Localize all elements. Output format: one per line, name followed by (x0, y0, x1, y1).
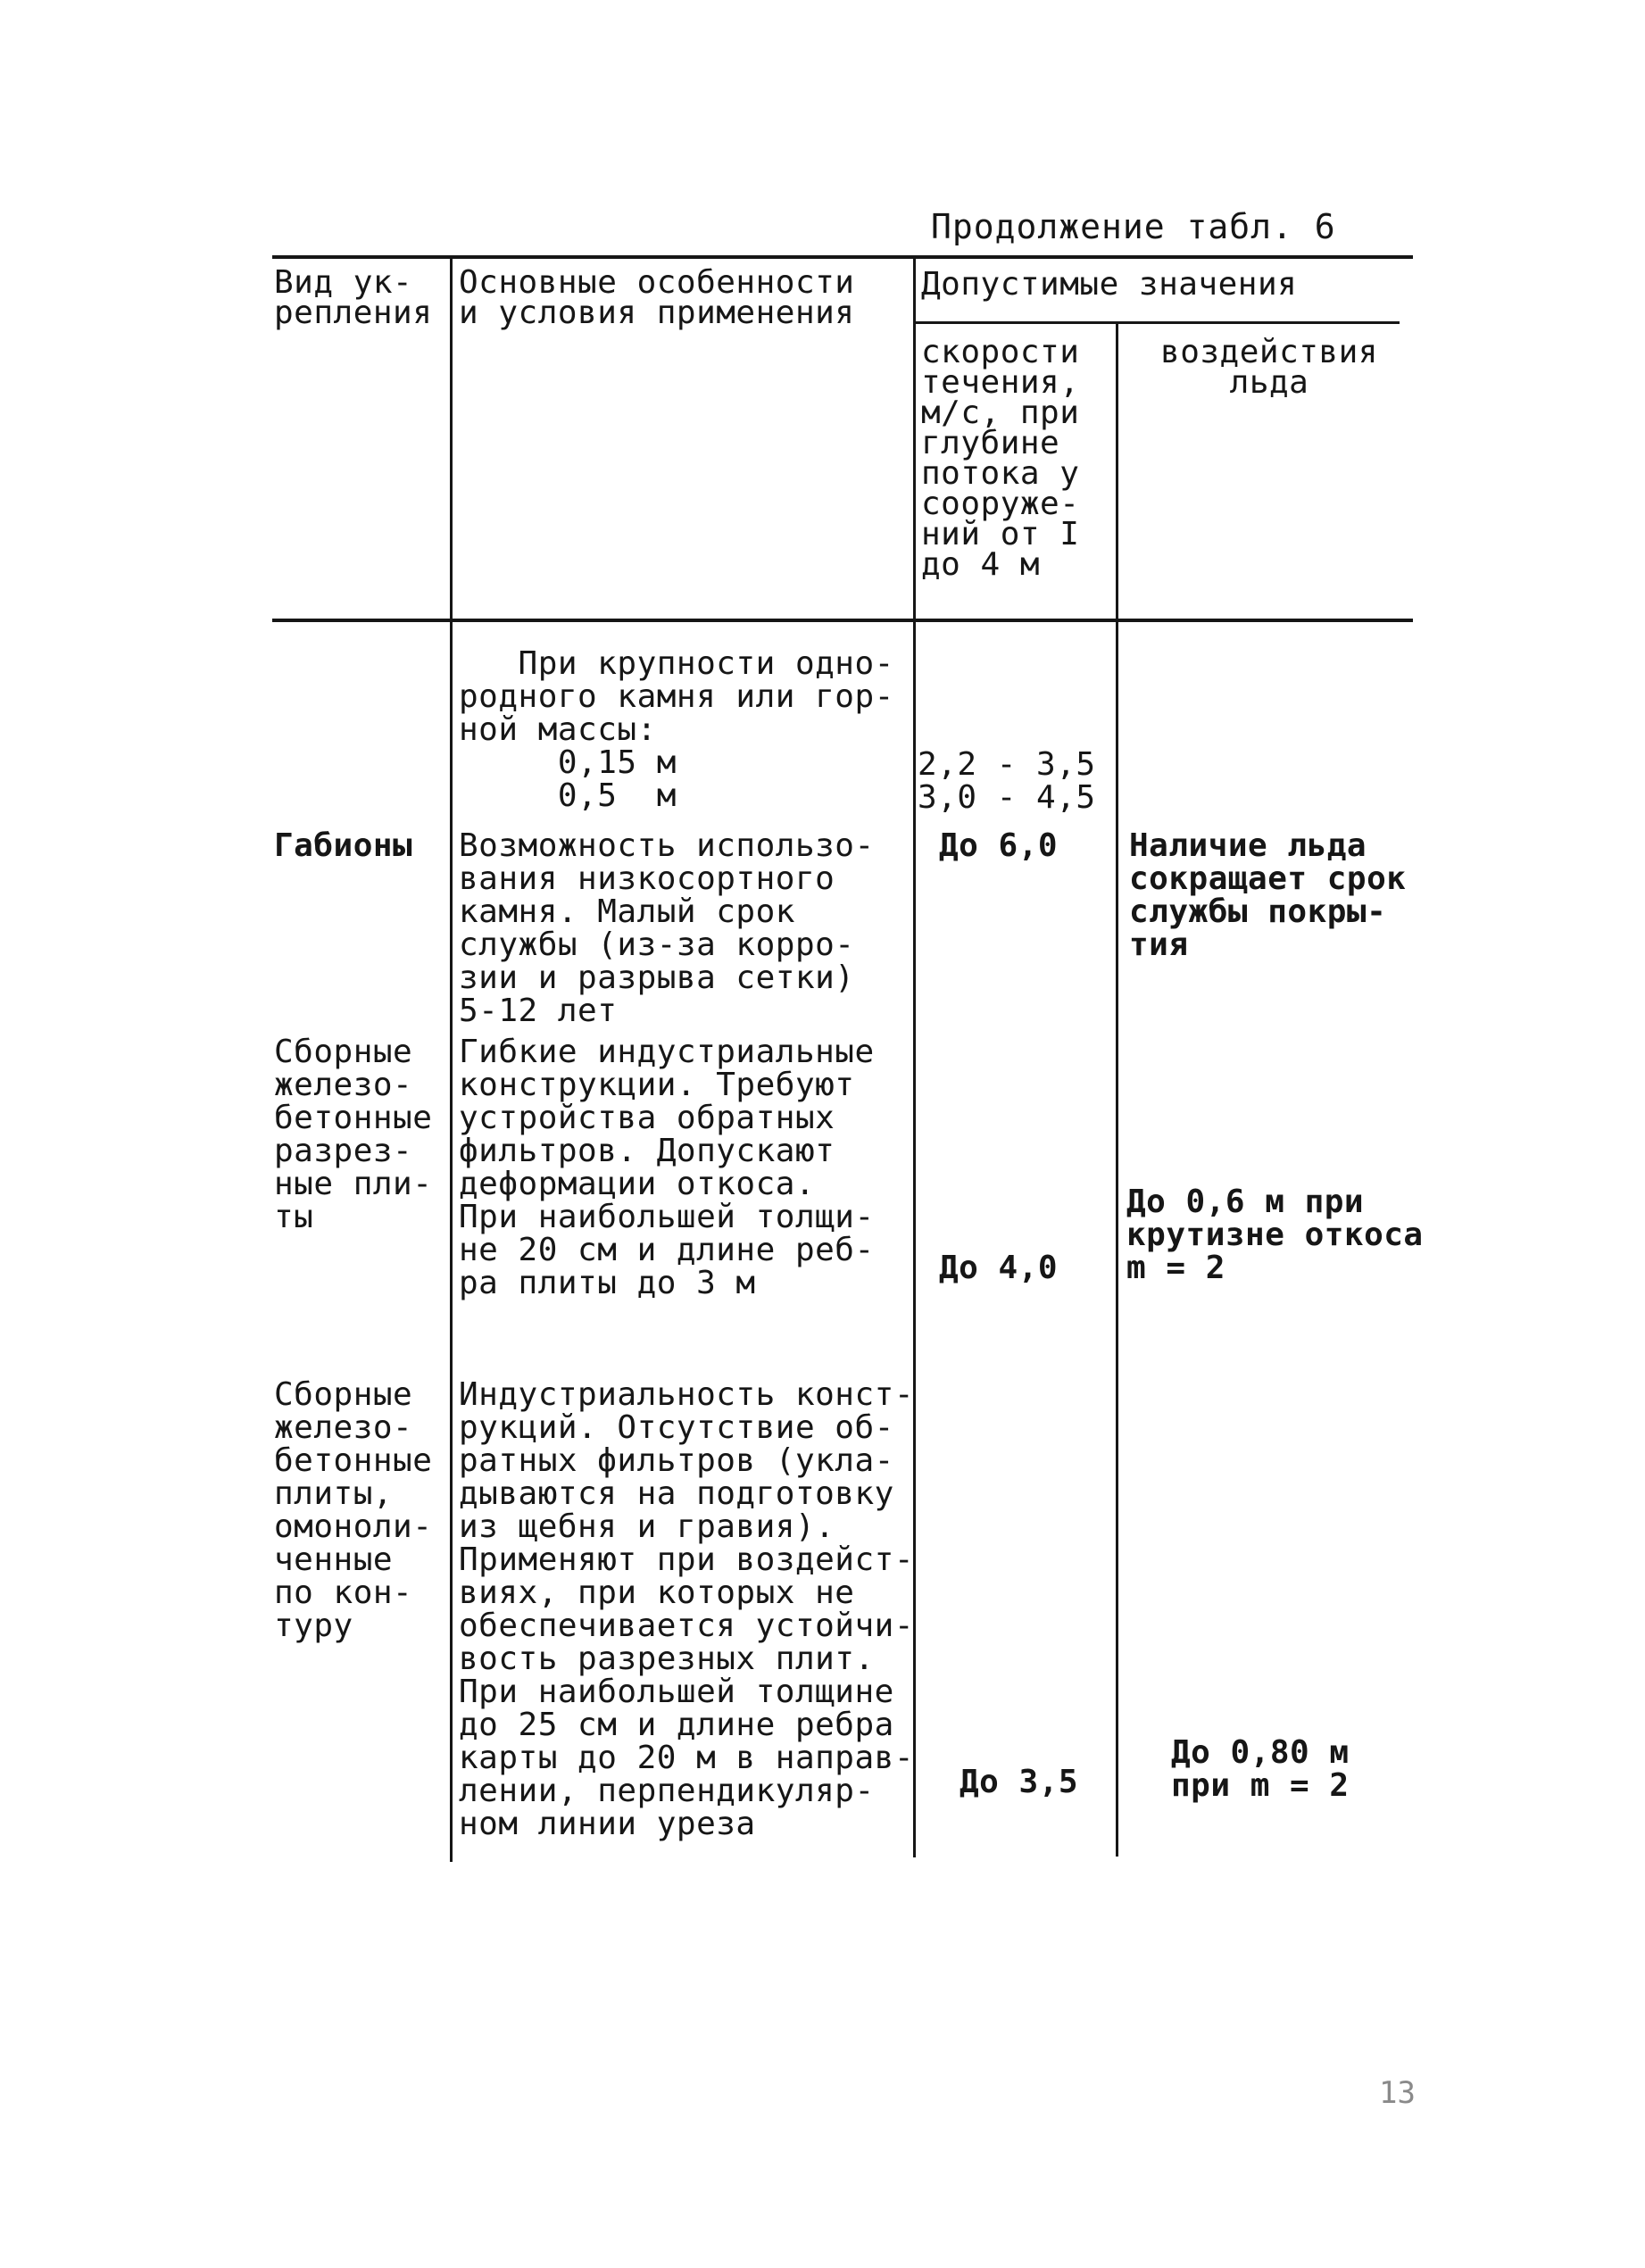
header-subdivider-rule (913, 321, 1400, 324)
column-divider-1 (450, 255, 453, 1862)
row-2-ice: Наличие льда сокращает срок службы покры- тия (1129, 827, 1407, 963)
row-2-velocity: До 6,0 (939, 827, 1059, 864)
row-3-features: Гибкие индустриальные конструкции. Требуют устройства обратных фильтров. Допускают деформации откоса. При наибольшей толщи- не 20 см и длине реб- ра плиты до 3 м (459, 1034, 875, 1301)
table-top-rule (272, 255, 1413, 259)
column-divider-3 (1116, 323, 1118, 1857)
row-4-type: Сборные железо- бетонные плиты, омоноли- ченные по кон- туру (274, 1376, 433, 1644)
row-4-velocity: До 3,5 (960, 1764, 1079, 1800)
row-4-ice: До 0,80 м при m = 2 (1171, 1734, 1350, 1804)
header-allowed-values: Допустимые значения (921, 266, 1298, 303)
row-4-features: Индустриальность конст- рукций. Отсутствие об- ратных фильтров (укла- дываются на подготовку из щебня и гравия). Применяют при воздейст- виях, при которых не обеспечивается устойчи- вость разрезных плит. При наибольшей толщине до 25 см и длине ребра карты до 20 м в направ- лении, перпендикуляр- ном линии уреза (459, 1376, 914, 1842)
header-bottom-rule (272, 619, 1413, 622)
row-3-ice: До 0,6 м при крутизне откоса m = 2 (1126, 1184, 1424, 1286)
row-1-velocity: 2,2 - 3,5 3,0 - 4,5 (918, 746, 1096, 816)
header-velocity: скорости течения, м/с, при глубине потока у сооруже- ний от I до 4 м (921, 334, 1080, 583)
row-1-features: При крупности одно- родного камня или гор- ной массы: 0,15 м 0,5 м (459, 645, 894, 814)
row-2-type: Габионы (274, 827, 413, 864)
table-caption: Продолжение табл. 6 (931, 207, 1336, 246)
header-ice: воздействия льда (1160, 334, 1378, 401)
page-number: 13 (1379, 2075, 1416, 2111)
header-features: Основные особенности и условия применения (459, 264, 855, 331)
header-type: Вид ук- репления (274, 264, 433, 331)
row-2-features: Возможность использо- вания низкосортного камня. Малый срок службы (из-за корро- зии и разрыва сетки) 5-12 лет (459, 827, 875, 1029)
row-3-velocity: До 4,0 (939, 1250, 1059, 1286)
row-3-type: Сборные железо- бетонные разрез- ные пли- ты (274, 1034, 433, 1235)
